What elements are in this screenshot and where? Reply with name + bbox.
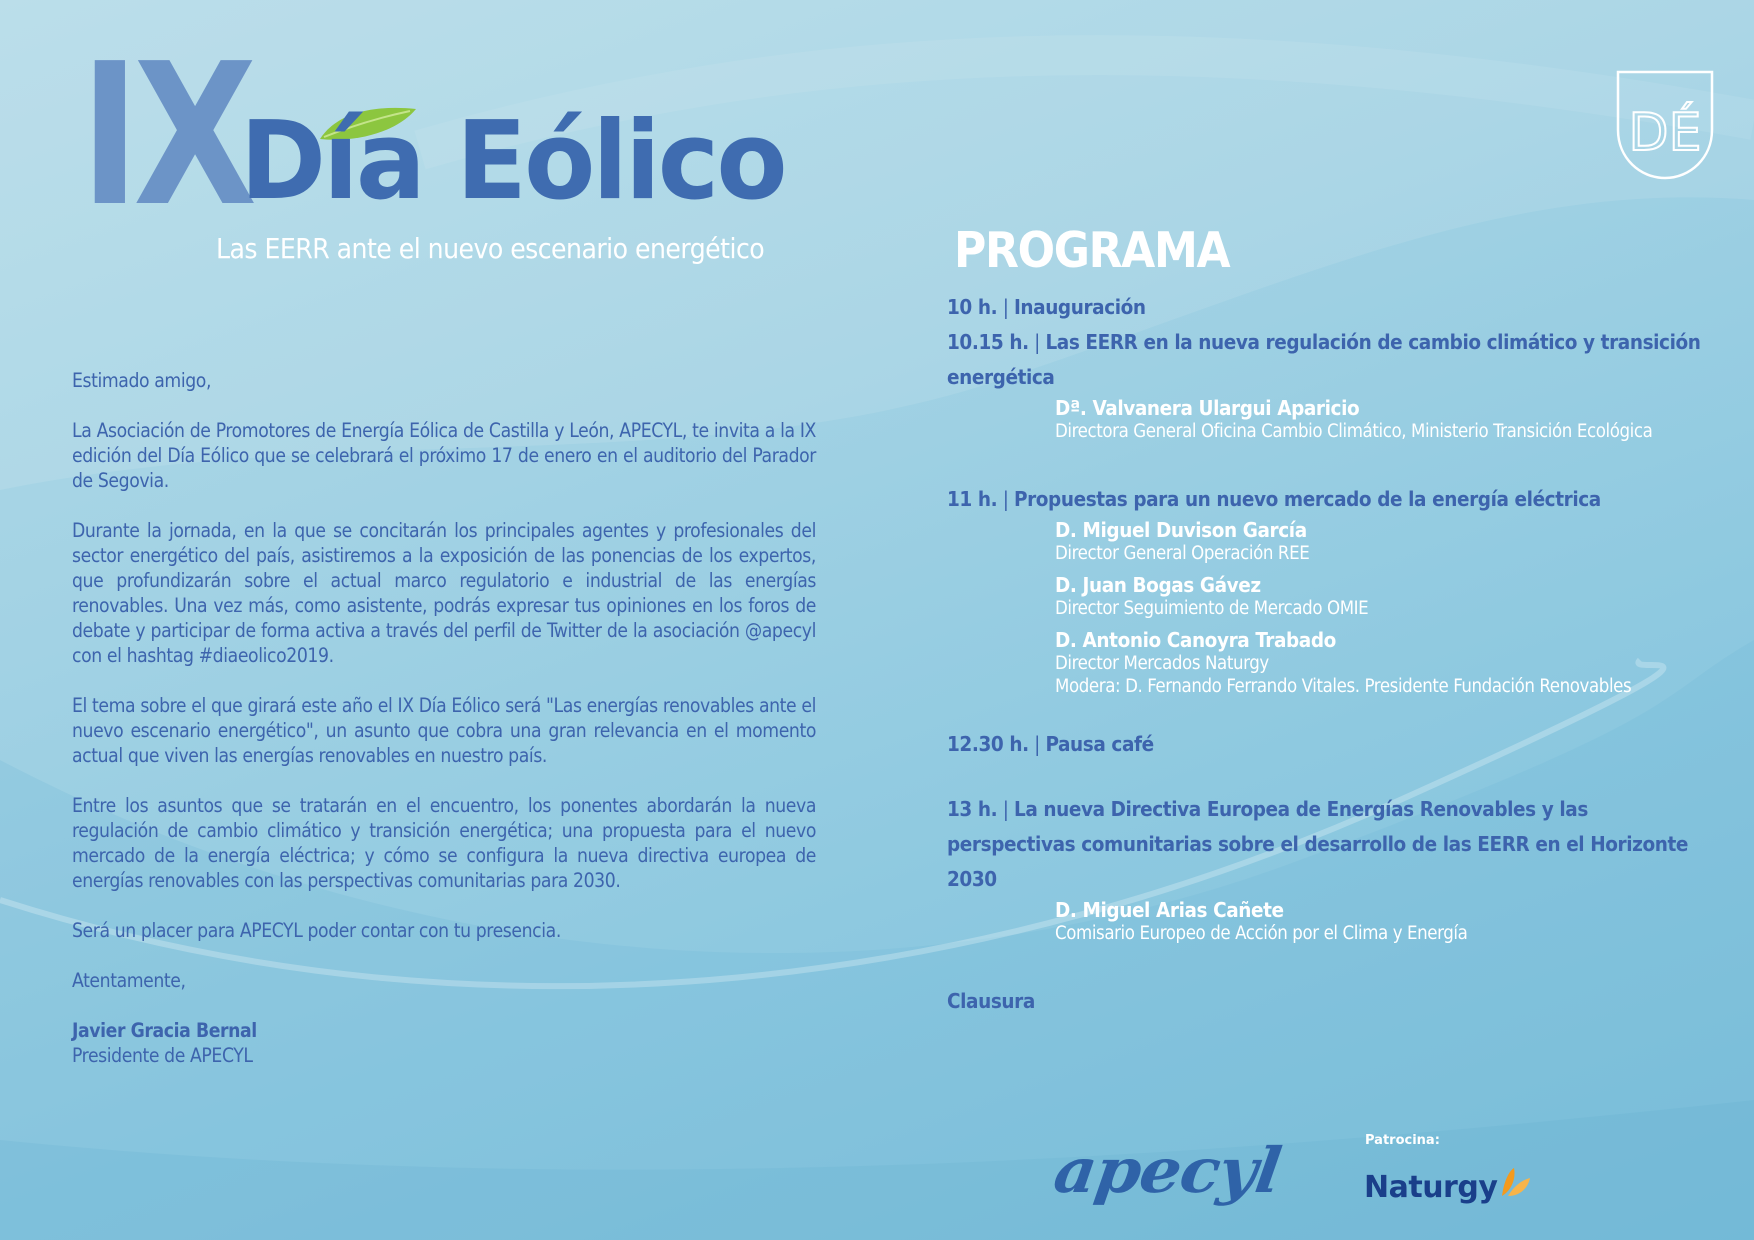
programa-title: PROGRAMA — [954, 222, 1230, 279]
speaker — [947, 574, 1707, 620]
logo-roman-numeral: IX — [80, 22, 251, 250]
session-time: 10 h. — [947, 295, 998, 319]
de-emblem-icon — [1608, 68, 1722, 182]
sponsor-label: Patrocina: — [1365, 1133, 1440, 1148]
session-topic: La nueva Directiva Europea de Energías Renovables y las perspectivas comunitarias sobre el desarrollo de las EERR en el Horizonte 2030 — [947, 797, 1689, 891]
session-clausura — [947, 984, 1707, 1019]
speaker-role: Director Mercados Naturgy — [1055, 653, 1269, 674]
session-topic: Pausa café — [1045, 732, 1154, 756]
programa-schedule — [947, 290, 1707, 1019]
session-directiva — [947, 792, 1707, 945]
speaker — [947, 397, 1707, 443]
session-regulacion — [947, 325, 1707, 443]
speaker-name: D. Antonio Canoyra Trabado — [1055, 628, 1336, 652]
signature-name: Javier Gracia Bernal — [72, 1019, 257, 1042]
session-topic: Propuestas para un nuevo mercado de la energía eléctrica — [1013, 487, 1601, 511]
separator: | — [997, 797, 1014, 821]
separator: | — [997, 295, 1014, 319]
speaker-name: D. Miguel Duvison García — [1055, 518, 1307, 542]
session-time: 10.15 h. — [947, 330, 1029, 354]
speaker-role: Director General Operación REE — [1055, 543, 1310, 564]
speaker-name: D. Juan Bogas Gávez — [1055, 573, 1261, 597]
session-inauguracion — [947, 290, 1707, 325]
logo-title: Día Eólico — [240, 99, 785, 224]
naturgy-logo: Naturgy — [1364, 1170, 1498, 1205]
tagline: Las EERR ante el nuevo escenario energético — [216, 232, 765, 265]
session-topic: Clausura — [947, 989, 1035, 1013]
session-time: 12.30 h. — [947, 732, 1029, 756]
speaker — [947, 899, 1707, 945]
separator: | — [1028, 330, 1046, 354]
session-mercado — [947, 482, 1707, 698]
speaker-role: Director Seguimiento de Mercado OMIE — [1055, 598, 1369, 619]
session-time: 11 h. — [947, 487, 998, 511]
letter-paragraph: La Asociación de Promotores de Energía Eólica de Castilla y León, APECYL, te invita a la IX edición del Día Eólico que se celebrará el próximo 17 de enero en el auditorio del Parador de Segovia. — [72, 419, 816, 492]
invitation-letter — [72, 368, 816, 1068]
session-topic: Las EERR en la nueva regulación de cambio climático y transición energética — [947, 330, 1701, 389]
speaker-name: D. Miguel Arias Cañete — [1055, 898, 1284, 922]
session-time: 13 h. — [947, 797, 998, 821]
separator: | — [1028, 732, 1046, 756]
letter-greeting: Estimado amigo, — [72, 369, 212, 392]
corner-logo-text: DÉ — [1628, 103, 1702, 163]
letter-paragraph: El tema sobre el que girará este año el IX Día Eólico será "Las energías renovables ante el nuevo escenario energético", un asunto que cobra una gran relevancia en el momento actual que viven las energías renovables en nuestro país. — [72, 694, 816, 767]
session-pausa — [947, 727, 1707, 762]
session-topic: Inauguración — [1013, 295, 1146, 319]
separator: | — [997, 487, 1014, 511]
letter-closing: Atentamente, — [72, 969, 186, 992]
speaker — [947, 519, 1707, 565]
signature-role: Presidente de APECYL — [72, 1044, 253, 1067]
naturgy-butterfly-icon — [1498, 1166, 1532, 1200]
moderator: Modera: D. Fernando Ferrando Vitales. Presidente Fundación Renovables — [1055, 676, 1632, 697]
speaker-role: Comisario Europeo de Acción por el Clima y Energía — [1055, 923, 1468, 944]
speaker — [947, 629, 1707, 698]
letter-paragraph: Será un placer para APECYL poder contar con tu presencia. — [72, 919, 561, 942]
letter-paragraph: Entre los asuntos que se tratarán en el encuentro, los ponentes abordarán la nueva regulación de cambio climático y transición energética; una propuesta para el nuevo mercado de la energía eléctrica; y cómo se configura la nueva directiva europea de energías renovables con las perspectivas comunitarias para 2030. — [72, 794, 816, 892]
speaker-role: Directora General Oficina Cambio Climático, Ministerio Transición Ecológica — [1055, 421, 1653, 442]
letter-paragraph: Durante la jornada, en la que se concitarán los principales agentes y profesionales del sector energético del país, asistiremos a la exposición de las ponencias de los expertos, que profundizarán sobre el actual marco regulatorio e industrial de las energías renovables. Una vez más, como asistente, podrás expresar tus opiniones en los foros de debate y participar de forma activa a través del perfil de Twitter de la asociación @apecyl con el hashtag #diaeolico2019. — [72, 519, 816, 667]
speaker-name: Dª. Valvanera Ulargui Aparicio — [1055, 396, 1360, 420]
apecyl-logo: apecyl — [1049, 1134, 1285, 1207]
